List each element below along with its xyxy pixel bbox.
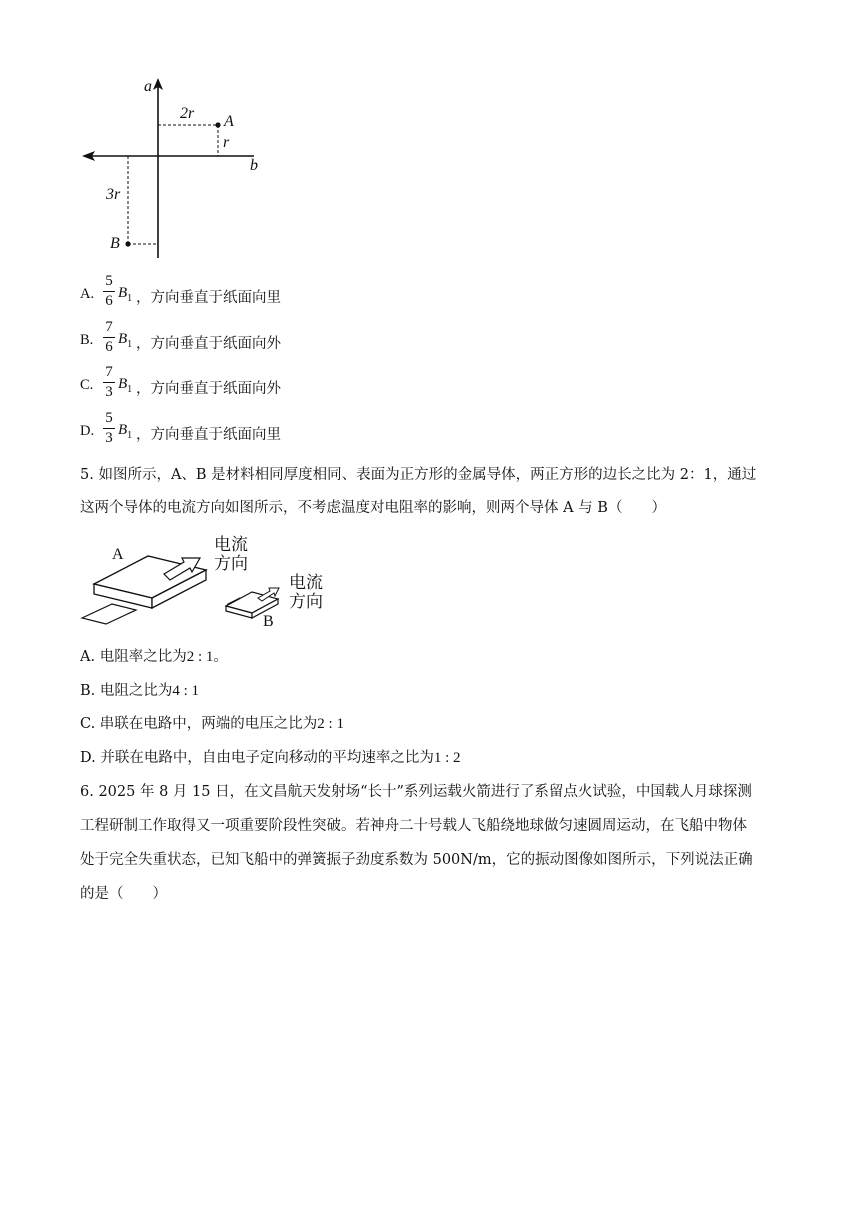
q6-stem-line-2: 工程研制工作取得又一项重要阶段性突破。若神舟二十号载人飞船绕地球做匀速圆周运动，在飞船中物体 [80, 818, 747, 834]
option-letter: B. [80, 332, 94, 348]
current-direction-a-line1: 电流 [214, 535, 248, 555]
fraction: 5 3 [103, 410, 115, 447]
q6-stem-line-3: 处于完全失重状态，已知飞船中的弹簧振子劲度系数为 500N/m，它的振动图像如图所示，下列说法正确 [80, 852, 753, 868]
option-letter: A. [80, 286, 95, 302]
b1-symbol: $B_1$ [118, 422, 133, 441]
q5-stem-line-2: 这两个导体的电流方向如图所示，不考虑温度对电阻率的影响，则两个导体 A 与 B（ ） [80, 500, 666, 516]
option-letter: D. [80, 423, 95, 439]
point-b-dot [125, 241, 130, 246]
label-2r: 2r [180, 105, 195, 122]
b1-symbol: $B_1$ [118, 285, 133, 304]
b1-symbol: $B_1$ [118, 331, 133, 350]
label-3r: 3r [106, 186, 121, 203]
point-a-label: A [224, 113, 234, 130]
option-text: ，方向垂直于纸面向里 [136, 290, 281, 306]
q5-option-a[interactable]: A. 电阻率之比为2 : 1。 [80, 649, 228, 665]
option-text: ，方向垂直于纸面向外 [136, 381, 281, 397]
option-text: ，方向垂直于纸面向里 [136, 427, 281, 443]
fraction: 7 6 [103, 319, 115, 356]
option-letter: C. [80, 377, 94, 393]
axis-a-label: a [144, 78, 152, 95]
label-r: r [223, 134, 230, 151]
q5-option-b[interactable]: B. 电阻之比为4 : 1 [80, 683, 200, 699]
current-direction-a-line2: 方向 [214, 554, 248, 574]
q6-stem-line-4: 的是（ ） [80, 886, 167, 902]
axis-b-label: b [250, 157, 258, 174]
option-text: ，方向垂直于纸面向外 [136, 336, 281, 352]
point-a-dot [215, 122, 220, 127]
point-b-label: B [110, 235, 120, 252]
q6-stem-line-1: 6. 2025 年 8 月 15 日，在文昌航天发射场“长十”系列运载火箭进行了系留点火试验，中国载人月球探测 [80, 784, 752, 800]
b1-symbol: $B_1$ [118, 376, 133, 395]
q5-option-c[interactable]: C. 串联在电路中，两端的电压之比为2 : 1 [80, 716, 344, 732]
fraction: 5 6 [103, 273, 115, 310]
current-direction-b-line2: 方向 [289, 592, 323, 612]
q5-stem-line-1: 5. 如图所示，A、B 是材料相同厚度相同、表面为正方形的金属导体，两正方形的边长之比为 2：1，通过 [80, 467, 757, 483]
conductor-a-label: A [112, 546, 124, 563]
current-direction-b-line1: 电流 [289, 573, 323, 593]
fraction: 7 3 [103, 364, 115, 401]
q5-option-d[interactable]: D. 并联在电路中，自由电子定向移动的平均速率之比为1 : 2 [80, 750, 461, 766]
conductor-b-label: B [263, 613, 274, 630]
